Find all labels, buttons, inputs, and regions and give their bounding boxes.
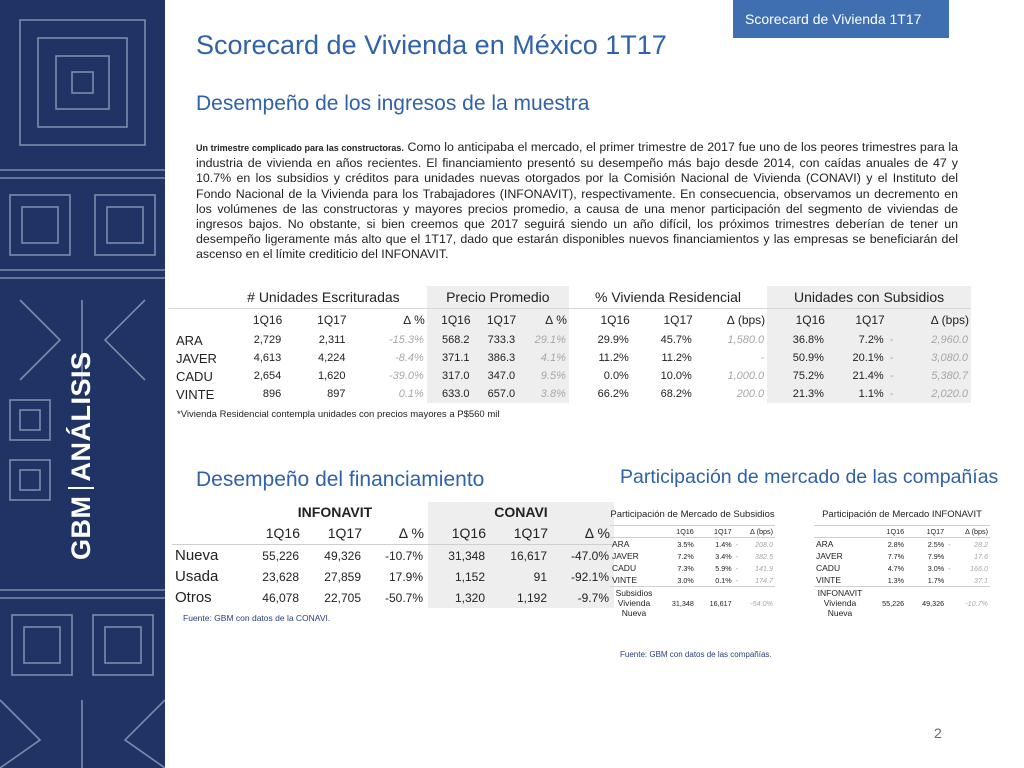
table-row xyxy=(610,587,775,620)
cell: 2,654 xyxy=(253,370,282,382)
cell: 3.0% xyxy=(927,563,945,573)
cell: 633.0 xyxy=(427,385,473,403)
cell: 1,152 xyxy=(428,566,490,587)
column-header: 1Q17 xyxy=(906,526,946,538)
cell: 0.0% xyxy=(603,370,629,382)
column-header: 1Q17 xyxy=(827,309,887,332)
brand-logo xyxy=(66,260,97,560)
cell: - xyxy=(887,367,903,385)
column-header: 1Q16 xyxy=(428,522,490,545)
column-header: ∆ (bps) xyxy=(946,526,990,538)
table-row xyxy=(172,545,614,567)
table-footnote: *Vivienda Residencial contempla unidades con precios mayores a P$560 mil xyxy=(177,409,500,420)
column-header: 1Q17 xyxy=(632,309,695,332)
cell: 21.3% xyxy=(767,385,827,403)
page-number: 2 xyxy=(934,725,942,741)
table-row xyxy=(814,550,990,562)
cell: -15.3% xyxy=(388,334,424,346)
cell: 0.1% xyxy=(715,575,732,585)
cell: 4,224 xyxy=(317,352,346,364)
row-label: ARA xyxy=(816,539,834,549)
cell: 37.1 xyxy=(974,575,988,585)
intro-body: Como lo anticipaba el mercado, el primer trimestre de 2017 fue uno de los peores trimestres para la industria de vivienda en años recientes. El financiamiento presentó su desempeño más bajo desde 2014, con caídas anuales de 47 y 10.7% en los subsidios y créditos para unidades nuevas otorgados por la Comisión Nacional de Vivienda (CONAVI) y el Instituto del Fondo Nacional de la Vivienda para los Trabajadores (INFONAVIT), respectivamente. En consecuencia, observamos un decremento en los volúmenes de las constructoras y mayores precios promedio, a causa de una menor participación del segmento de viviendas de ingresos bajos. No obstante, si bien creemos que 2017 seguirá siendo un año difícil, los próximos trimestres deberían de tener un desempeño ligeramente más alto que el 1T17, dado que estarán disponibles nuevos financiamientos y las empresas se beneficiarán del ascenso en el límite crediticio del INFONAVIT. xyxy=(196,140,958,262)
row-label: Otros xyxy=(175,589,212,606)
cell: 5,380.7 xyxy=(902,367,971,385)
row-label: VINTE xyxy=(612,575,638,585)
cell: 7.9% xyxy=(927,551,945,561)
cell: 23,628 xyxy=(262,569,299,584)
cell xyxy=(946,550,956,562)
cell: 1.1% xyxy=(827,385,887,403)
cell: 50.9% xyxy=(767,349,827,367)
cell: -47.0% xyxy=(552,545,614,567)
header-tab: Scorecard de Vivienda 1T17 xyxy=(733,0,949,38)
cell: - xyxy=(887,385,903,403)
row-label: JAVER xyxy=(612,551,639,561)
table-row xyxy=(814,574,990,587)
cell: 2.5% xyxy=(927,539,945,549)
table-row xyxy=(168,385,971,403)
cell: 49,326 xyxy=(906,587,946,620)
cell: 20.1% xyxy=(827,349,887,367)
cell: 141.9 xyxy=(755,563,773,573)
cell: 91 xyxy=(490,566,552,587)
column-header: 1Q16 xyxy=(658,526,696,538)
intro-lead: Un trimestre complicado para las constructoras. xyxy=(196,143,404,153)
cell: 1,192 xyxy=(490,587,552,608)
row-label: VINTE xyxy=(816,575,842,585)
table-row xyxy=(610,538,775,551)
cell: 5.9% xyxy=(715,563,732,573)
cell: 2,729 xyxy=(253,334,282,346)
cell: 896 xyxy=(262,388,282,400)
cell: 45.7% xyxy=(660,334,692,346)
cell: 3.5% xyxy=(677,539,694,549)
table-row xyxy=(814,538,990,551)
cell: -8.4% xyxy=(395,352,424,364)
cell: - xyxy=(735,551,739,561)
cell: 4.1% xyxy=(518,349,569,367)
cell: 22,705 xyxy=(324,590,361,605)
column-header: ∆ (bps) xyxy=(734,526,775,538)
row-label: CADU xyxy=(612,563,637,573)
cell: 1.3% xyxy=(887,575,905,585)
cell: 46,078 xyxy=(262,590,299,605)
row-label: Nueva xyxy=(175,547,219,564)
financing-source: Fuente: GBM con datos de la CONAVI. xyxy=(183,613,331,623)
row-label: INFONAVIT Vivienda Nueva xyxy=(814,587,866,620)
cell: 0.1% xyxy=(398,388,424,400)
cell: 68.2% xyxy=(660,388,692,400)
cell: 2,960.0 xyxy=(902,331,971,349)
column-header: 1Q16 xyxy=(767,309,827,332)
cell: 897 xyxy=(327,388,346,400)
row-label: JAVER xyxy=(176,350,217,366)
column-header: ∆ (bps) xyxy=(887,309,971,332)
column-header: ∆ % xyxy=(518,309,569,332)
section-heading-ingresos: Desempeño de los ingresos de la muestra xyxy=(196,92,590,115)
column-header: 1Q16 xyxy=(866,526,906,538)
cell: 1,320 xyxy=(428,587,490,608)
cell: 3,080.0 xyxy=(902,349,971,367)
cell: 21.4% xyxy=(827,367,887,385)
column-header: ∆ % xyxy=(552,522,614,545)
cell: 2,311 xyxy=(318,334,346,346)
cell: 7.3% xyxy=(677,563,694,573)
cell: 55,226 xyxy=(262,548,299,563)
section-heading-financiamiento: Desempeño del financiamiento xyxy=(196,468,485,491)
column-header: 1Q17 xyxy=(284,309,348,332)
cell: 208.0 xyxy=(755,539,773,549)
cell: 9.5% xyxy=(518,367,569,385)
cell: 29.9% xyxy=(597,334,629,346)
cell: 4.7% xyxy=(887,563,905,573)
cell: 386.3 xyxy=(473,349,519,367)
table-row xyxy=(610,574,775,587)
cell: - xyxy=(760,352,765,364)
table-row xyxy=(168,349,971,367)
cell: - xyxy=(887,349,903,367)
cell: -92.1% xyxy=(552,566,614,587)
cell: 7.7% xyxy=(887,551,905,561)
table-row xyxy=(172,587,614,608)
cell: 200.0 xyxy=(736,388,765,400)
cell: 166.0 xyxy=(970,563,988,573)
sidebar-panel xyxy=(0,0,165,768)
cell: 31,348 xyxy=(428,545,490,567)
cell: -54.0% xyxy=(734,587,775,620)
cell: 1,580.0 xyxy=(727,334,765,346)
row-label: ARA xyxy=(176,332,203,348)
row-label: VINTE xyxy=(176,386,215,402)
brand-analisis: ANÁLISIS xyxy=(66,351,96,482)
table-row xyxy=(172,566,614,587)
cell: - xyxy=(887,331,903,349)
subsidios-share-table xyxy=(610,509,775,619)
cell: 1.7% xyxy=(927,575,945,585)
group-header: % Vivienda Residencial xyxy=(569,286,767,309)
cell: 49,326 xyxy=(324,548,361,563)
group-header: INFONAVIT xyxy=(297,504,373,520)
cell: 55,226 xyxy=(866,587,906,620)
cell: 10.0% xyxy=(660,370,692,382)
column-header: 1Q17 xyxy=(473,309,519,332)
cell: 36.8% xyxy=(767,331,827,349)
column-header: 1Q16 xyxy=(242,522,304,545)
cell: 2.8% xyxy=(887,539,905,549)
cell: 1,620 xyxy=(317,370,346,382)
row-label: ARA xyxy=(612,539,630,549)
cell: 1.4% xyxy=(715,539,732,549)
cell: 568.2 xyxy=(427,331,473,349)
cell: 317.0 xyxy=(427,367,473,385)
group-header: # Unidades Escrituradas xyxy=(220,286,427,309)
cell: 66.2% xyxy=(597,388,629,400)
brand-gbm: GBM xyxy=(66,495,96,560)
cell: - xyxy=(948,539,951,549)
table-row xyxy=(610,550,775,562)
table-row xyxy=(168,331,971,349)
cell: 3.0% xyxy=(677,575,694,585)
cell: -50.7% xyxy=(384,590,423,605)
cell: 733.3 xyxy=(473,331,519,349)
column-header: 1Q17 xyxy=(696,526,734,538)
cell: 27,859 xyxy=(324,569,361,584)
cell: -39.0% xyxy=(388,370,424,382)
cell: -10.7% xyxy=(946,587,990,620)
table-row xyxy=(168,367,971,385)
financing-table xyxy=(172,502,614,608)
cell xyxy=(946,574,956,587)
page-title: Scorecard de Vivienda en México 1T17 xyxy=(196,30,667,60)
cell: - xyxy=(735,575,739,585)
group-header: Unidades con Subsidios xyxy=(767,286,971,309)
column-header: ∆ % xyxy=(349,309,427,332)
cell: 174.7 xyxy=(755,575,773,585)
cell: -10.7% xyxy=(384,548,423,563)
row-label: CADU xyxy=(816,563,841,573)
row-label: JAVER xyxy=(816,551,843,561)
table-caption: Participación de Mercado de Subsidios xyxy=(610,509,775,520)
intro-paragraph xyxy=(196,140,958,263)
cell: -9.7% xyxy=(552,587,614,608)
market-share-source: Fuente: GBM con datos de las compañías. xyxy=(620,650,772,659)
column-header: 1Q16 xyxy=(569,309,632,332)
column-header: ∆ (bps) xyxy=(695,309,767,332)
cell: 4,613 xyxy=(253,352,282,364)
column-header: 1Q16 xyxy=(220,309,284,332)
row-label: Usada xyxy=(175,568,219,585)
cell: 75.2% xyxy=(767,367,827,385)
cell: 657.0 xyxy=(473,385,519,403)
cell: 3.8% xyxy=(518,385,569,403)
cell: - xyxy=(948,563,951,573)
column-header: 1Q17 xyxy=(490,522,552,545)
group-header: CONAVI xyxy=(428,502,614,522)
table-row xyxy=(814,562,990,574)
cell: - xyxy=(735,539,739,549)
column-header: 1Q16 xyxy=(427,309,473,332)
table-row xyxy=(610,562,775,574)
cell: 29.1% xyxy=(518,331,569,349)
row-label: CADU xyxy=(176,368,213,384)
cell: 28.2 xyxy=(974,539,988,549)
cell: 17.9% xyxy=(388,569,423,584)
cell: 11.2% xyxy=(598,352,629,364)
table-caption: Participación de Mercado INFONAVIT xyxy=(822,509,982,520)
table-row xyxy=(814,587,990,620)
cell: 16,617 xyxy=(696,587,734,620)
cell: - xyxy=(735,563,739,573)
cell: 11.2% xyxy=(661,352,692,364)
cell: 2,020.0 xyxy=(902,385,971,403)
row-label: Subsidios Vivienda Nueva xyxy=(610,587,658,620)
cell: 1,000.0 xyxy=(727,370,765,382)
cell: 371.1 xyxy=(427,349,473,367)
column-header: ∆ % xyxy=(366,522,428,545)
cell: 382.5 xyxy=(755,551,773,561)
scorecard-table xyxy=(168,286,971,403)
cell: 3.4% xyxy=(715,551,732,561)
section-heading-participacion: Participación de mercado de las compañías xyxy=(620,466,999,488)
cell: 7.2% xyxy=(827,331,887,349)
cell: 31,348 xyxy=(658,587,696,620)
column-header: 1Q17 xyxy=(304,522,366,545)
cell: 347.0 xyxy=(473,367,519,385)
cell: 7.2% xyxy=(677,551,694,561)
group-header: Precio Promedio xyxy=(427,286,569,309)
cell: 17.6 xyxy=(974,551,988,561)
infonavit-share-table xyxy=(814,509,990,619)
cell: 16,617 xyxy=(490,545,552,567)
